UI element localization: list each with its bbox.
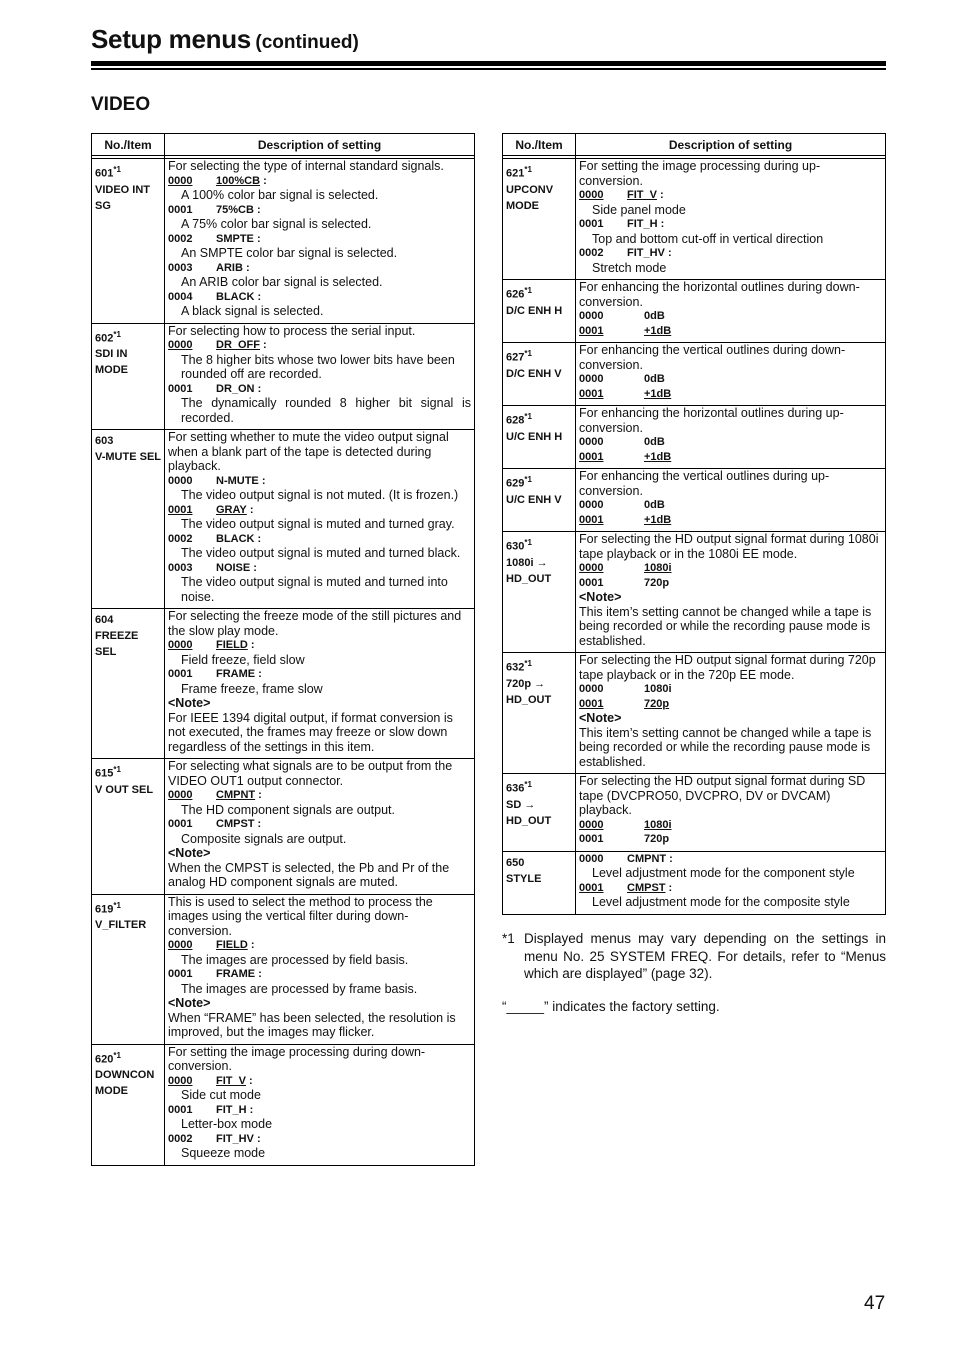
setting-intro: For setting whether to mute the video output signal when a blank part of the tape is detected during playback.: [168, 430, 449, 473]
footnote-text: Displayed menus may vary depending on the settings in menu No. 25 SYSTEM FREQ. For details, refer to “Menus which are displayed” (page 32).: [524, 931, 886, 981]
option-code: 0003: [168, 261, 193, 274]
option-description: The 8 higher bits whose two lower bits have been rounded off are recorded.: [181, 352, 455, 381]
option-line: [579, 818, 882, 833]
option-name: 0dB: [644, 373, 665, 385]
option-name: DR_ON: [216, 382, 255, 395]
item-name-line: MODE: [95, 1085, 128, 1098]
option-description: An ARIB color bar signal is selected.: [181, 275, 383, 289]
option-code: 0001: [579, 833, 604, 845]
option-code: 0000: [579, 189, 604, 201]
option-line: 0002 BLACK :: [168, 532, 262, 545]
option-description: Squeeze mode: [181, 1146, 266, 1160]
setting-intro: For enhancing the vertical outlines during up-conversion.: [579, 469, 830, 498]
setting-intro: For selecting what signals are to be output from the VIDEO OUT1 output connector.: [168, 759, 453, 788]
footnote-ref: *1: [113, 329, 121, 339]
table-row: [503, 532, 886, 653]
table-row: [92, 1044, 475, 1165]
option-name: FIT_V: [627, 189, 657, 201]
description-cell: [165, 430, 475, 609]
option-name: 720p: [644, 576, 670, 589]
column-header-item: No./Item: [92, 134, 165, 156]
option-description: Level adjustment mode for the composite style: [592, 895, 850, 909]
option-code: 0002: [168, 1132, 193, 1145]
option-code: 0000: [579, 499, 604, 511]
option-name: 75%CB: [216, 203, 254, 216]
table-header-row: [92, 134, 475, 156]
column-header-description: Description of setting: [165, 134, 475, 156]
table-row: [92, 430, 475, 609]
description-cell: [576, 774, 886, 852]
item-number: 602$^{*1}$: [95, 329, 121, 345]
column-header-description: Description of setting: [576, 134, 886, 156]
option-name: BLACK: [216, 290, 255, 303]
footnote-ref: *1: [524, 659, 532, 668]
option-code: 0002: [168, 232, 193, 245]
description-cell: [576, 280, 886, 343]
option-name: 100%CB: [216, 174, 261, 187]
option-name: SMPTE: [216, 232, 254, 245]
option-name: 1080i: [644, 818, 672, 831]
table-row: [503, 343, 886, 406]
item-cell: [92, 323, 165, 430]
item-name-line: HD_OUT: [506, 814, 552, 827]
table-row: [92, 609, 475, 759]
footnote-ref: *1: [524, 475, 532, 484]
option-description: Field freeze, field slow: [181, 652, 305, 667]
option-description: The images are processed by field basis.: [181, 952, 409, 967]
option-name: FRAME: [216, 668, 256, 680]
column-header-item: No./Item: [503, 134, 576, 156]
item-number: 627$^{*1}$: [506, 349, 532, 364]
option-name: CMPST: [216, 818, 255, 830]
note-label: <Note>: [579, 711, 622, 725]
option-description: A 75% color bar signal is selected.: [181, 217, 372, 231]
option-code: 0000: [168, 1074, 193, 1087]
item-name-line: V OUT SEL: [95, 783, 154, 796]
option-description: Stretch mode: [592, 260, 667, 275]
option-line: [579, 513, 882, 528]
item-name-line: SD →: [506, 798, 536, 811]
page-subtitle: (continued): [255, 32, 359, 53]
description-cell: [576, 406, 886, 469]
option-code: 0000: [579, 436, 604, 448]
header-rule-thick: [91, 61, 886, 66]
option-description: The video output signal is muted and turned into noise.: [181, 575, 448, 604]
item-cell: [92, 159, 165, 324]
item-number: 636$^{*1}$: [506, 780, 532, 795]
option-line: 0001 DR_ON :: [168, 382, 262, 395]
setting-intro: This is used to select the method to process the images using the vertical filter during down-conversion.: [168, 894, 433, 938]
description-cell: [165, 894, 475, 1044]
option-line: 0004 BLACK :: [168, 290, 262, 303]
table-row: [503, 851, 886, 914]
option-code: 0001: [168, 1103, 193, 1116]
option-name: +1dB: [644, 450, 672, 463]
item-name-line: D/C ENH H: [506, 304, 563, 317]
page-title: Setup menus: [91, 24, 251, 54]
item-name-line: V_FILTER: [95, 919, 147, 932]
option-line: 0000 DR_OFF :: [168, 339, 267, 351]
option-line: 0000 FIELD :: [168, 939, 255, 951]
option-code: 0001: [579, 450, 604, 463]
item-cell: [92, 1044, 165, 1165]
option-name: FRAME: [216, 968, 256, 980]
option-name: FIT_H: [216, 1103, 247, 1116]
option-line: 0000 100%CB :: [168, 174, 267, 187]
option-name: CMPST: [627, 881, 666, 894]
page-number: 47: [864, 1293, 886, 1314]
option-line: 0001 FIT_H :: [579, 218, 665, 230]
option-code: 0001: [168, 382, 193, 395]
footnote-mark: *1: [502, 931, 515, 946]
item-cell: [92, 430, 165, 609]
table-row: [92, 159, 475, 324]
option-code: 0001: [579, 697, 604, 710]
footnote: [502, 930, 886, 983]
item-name-line: SDI IN MODE: [95, 348, 128, 377]
item-number: 628$^{*1}$: [506, 412, 532, 427]
item-name-line: 720p →: [506, 677, 546, 690]
item-name-line: D/C ENH V: [506, 367, 562, 380]
option-line: [579, 309, 882, 324]
item-number: 629$^{*1}$: [506, 475, 532, 490]
item-name-line: HD_OUT: [506, 693, 552, 706]
section-title: VIDEO: [91, 94, 151, 115]
table-row: [503, 469, 886, 532]
footnote-ref: *1: [113, 765, 121, 774]
option-line: 0002 FIT_HV :: [579, 247, 672, 259]
option-name: FIT_HV: [216, 1132, 254, 1145]
footnote-ref: *1: [113, 165, 121, 174]
item-cell: [503, 532, 576, 653]
option-description: The dynamically rounded 8 higher bit signal is recorded.: [181, 396, 471, 425]
option-code: 0000: [168, 789, 193, 801]
option-code: 0001: [579, 387, 604, 400]
setting-intro: For setting the image processing during down-conversion.: [168, 1044, 426, 1073]
item-name-line: U/C ENH H: [506, 430, 563, 443]
footnote-ref: *1: [524, 412, 532, 421]
option-code: 0000: [579, 562, 604, 574]
option-name: +1dB: [644, 387, 672, 400]
option-line: [579, 435, 882, 450]
item-cell: [92, 894, 165, 1044]
description-cell: [165, 159, 475, 324]
option-line: [579, 324, 882, 339]
item-name-line: DOWNCON: [95, 1069, 155, 1082]
option-code: 0000: [168, 639, 193, 651]
option-line: 0000 N-MUTE :: [168, 474, 266, 487]
note-label: <Note>: [168, 696, 211, 710]
setting-intro: For selecting how to process the serial input.: [168, 323, 416, 338]
option-line: [579, 372, 882, 387]
option-line: 0002 FIT_HV :: [168, 1132, 261, 1145]
option-line: [579, 697, 882, 712]
option-description: Composite signals are output.: [181, 831, 347, 846]
factory-setting-note: “_____” indicates the factory setting.: [502, 999, 720, 1014]
option-name: GRAY: [216, 503, 247, 516]
option-code: 0000: [168, 474, 193, 487]
description-cell: [576, 653, 886, 774]
option-line: [579, 682, 882, 697]
option-description: Side panel mode: [592, 202, 686, 217]
option-name: FIT_V: [216, 1074, 246, 1087]
option-code: 0004: [168, 290, 193, 303]
option-code: 0001: [168, 968, 193, 980]
option-name: 0dB: [644, 310, 665, 322]
item-name-line: HD_OUT: [506, 572, 552, 585]
option-description: Frame freeze, frame slow: [181, 681, 323, 696]
item-cell: [503, 343, 576, 406]
option-description: Level adjustment mode for the component style: [592, 866, 855, 880]
item-name-line: STYLE: [506, 872, 542, 885]
item-number: 626$^{*1}$: [506, 286, 532, 301]
item-number: 615$^{*1}$: [95, 765, 121, 780]
page-header: [91, 24, 886, 54]
description-cell: [576, 851, 886, 914]
setting-intro: For enhancing the vertical outlines during down-conversion.: [579, 343, 846, 372]
item-name-line: 1080i →: [506, 556, 548, 569]
table-header-row: [503, 134, 886, 156]
table-row: [92, 894, 475, 1044]
item-cell: [92, 609, 165, 759]
option-name: 1080i: [644, 683, 672, 695]
footnote-ref: *1: [524, 538, 532, 547]
item-name-line: SG: [95, 199, 111, 212]
option-line: 0000 CMPNT :: [168, 789, 262, 801]
option-line: 0002 SMPTE :: [168, 232, 261, 245]
header-rule-thin: [91, 68, 886, 70]
option-description: A black signal is selected.: [181, 304, 324, 318]
description-cell: [576, 159, 886, 280]
note-text: For IEEE 1394 digital output, if format conversion is not executed, the frames may freeze or slow down regardless of the settings in this item.: [168, 710, 453, 754]
option-name: +1dB: [644, 324, 672, 337]
option-line: [579, 387, 882, 402]
item-number: 632$^{*1}$: [506, 659, 532, 674]
option-name: 0dB: [644, 499, 665, 511]
note-text: This item’s setting cannot be changed while a tape is being recorded or while the recording pause mode is established.: [579, 725, 872, 769]
table-row: [503, 653, 886, 774]
option-line: [579, 498, 882, 513]
setting-intro: For selecting the HD output signal format during 720p tape playback or in the 720p EE mode.: [579, 653, 876, 682]
option-description: The video output signal is muted and turned black.: [181, 546, 461, 560]
item-cell: [503, 406, 576, 469]
option-name: +1dB: [644, 513, 672, 526]
option-name: ARIB: [216, 261, 243, 274]
option-name: FIELD: [216, 639, 248, 651]
item-cell: [503, 653, 576, 774]
option-line: 0003 ARIB :: [168, 261, 250, 274]
option-description: The HD component signals are output.: [181, 802, 396, 817]
option-code: 0002: [168, 532, 193, 545]
item-number: 650: [506, 856, 525, 869]
note-text: When “FRAME” has been selected, the resolution is improved, but the images may flicker.: [168, 1010, 456, 1039]
option-description: A 100% color bar signal is selected.: [181, 188, 379, 202]
description-cell: [576, 469, 886, 532]
item-number: 620$^{*1}$: [95, 1050, 121, 1066]
option-line: 0000 CMPNT :: [579, 852, 673, 865]
option-name: 720p: [644, 697, 670, 710]
option-description: The images are processed by frame basis.: [181, 981, 418, 996]
item-cell: [503, 774, 576, 852]
option-line: 0001 FRAME :: [168, 668, 262, 680]
option-description: Letter-box mode: [181, 1117, 273, 1131]
setting-intro: For selecting the freeze mode of the still pictures and the slow play mode.: [168, 609, 462, 638]
item-name-line: V-MUTE SEL: [95, 451, 162, 463]
item-number: 604: [95, 614, 114, 626]
item-cell: [503, 159, 576, 280]
option-line: [579, 561, 882, 576]
option-code: 0002: [579, 247, 604, 259]
item-name-line: VIDEO INT: [95, 183, 151, 196]
description-cell: [165, 609, 475, 759]
option-line: 0001 75%CB :: [168, 203, 261, 216]
option-code: 0001: [579, 513, 604, 526]
option-name: CMPNT: [627, 852, 667, 865]
setting-intro: For setting the image processing during up-conversion.: [579, 159, 821, 188]
item-number: 601$^{*1}$: [95, 165, 121, 180]
option-name: N-MUTE: [216, 474, 259, 487]
option-name: 1080i: [644, 562, 672, 574]
item-cell: [503, 851, 576, 914]
option-line: 0001 CMPST :: [579, 881, 673, 894]
option-line: 0001 GRAY :: [168, 503, 254, 516]
option-line: 0001 CMPST :: [168, 818, 262, 830]
option-code: 0000: [579, 818, 604, 831]
footnote-ref: *1: [113, 1050, 121, 1060]
option-description: The video output signal is muted and turned gray.: [181, 517, 455, 531]
item-name-line: UPCONV: [506, 183, 554, 196]
item-cell: [503, 469, 576, 532]
option-code: 0000: [579, 683, 604, 695]
option-code: 0003: [168, 561, 193, 574]
option-code: 0001: [168, 503, 193, 516]
option-description: The video output signal is not muted. (It is frozen.): [181, 488, 459, 502]
option-line: [579, 576, 882, 591]
option-code: 0001: [579, 881, 604, 894]
option-code: 0001: [579, 576, 604, 589]
item-number: 621$^{*1}$: [506, 165, 532, 180]
option-name: 720p: [644, 833, 670, 845]
item-number: 603: [95, 435, 114, 447]
option-code: 0000: [579, 852, 604, 865]
footnote-ref: *1: [524, 286, 532, 295]
settings-table-left: [91, 133, 475, 1166]
option-name: DR_OFF: [216, 339, 260, 351]
option-code: 0001: [579, 218, 604, 230]
setting-intro: For selecting the HD output signal format during 1080i tape playback or in the 1080i EE mode.: [579, 532, 879, 561]
description-cell: [165, 759, 475, 895]
option-line: 0000 FIT_V :: [579, 189, 664, 201]
table-row: [503, 774, 886, 852]
option-code: 0000: [168, 339, 193, 351]
item-cell: [92, 759, 165, 895]
option-line: 0001 FIT_H :: [168, 1103, 254, 1116]
footnote-ref: *1: [524, 780, 532, 789]
setting-intro: For enhancing the horizontal outlines during down-conversion.: [579, 280, 860, 309]
footnote-ref: *1: [524, 349, 532, 358]
table-row: [503, 406, 886, 469]
option-code: 0001: [168, 668, 193, 680]
option-line: [579, 450, 882, 465]
item-number: 630$^{*1}$: [506, 538, 532, 553]
table-row: [503, 280, 886, 343]
table-row: [92, 759, 475, 895]
option-code: 0000: [579, 310, 604, 322]
option-description: An SMPTE color bar signal is selected.: [181, 246, 398, 260]
note-text: When the CMPST is selected, the Pb and Pr of the analog HD component signals are muted.: [168, 860, 450, 889]
option-name: NOISE: [216, 561, 251, 574]
option-code: 0000: [168, 174, 193, 187]
note-text: This item’s setting cannot be changed while a tape is being recorded or while the recording pause mode is established.: [579, 604, 872, 648]
option-code: 0000: [168, 939, 193, 951]
option-description: Side cut mode: [181, 1088, 261, 1102]
option-name: FIT_H: [627, 218, 658, 230]
option-code: 0001: [579, 324, 604, 337]
option-description: Top and bottom cut-off in vertical direction: [592, 231, 824, 246]
item-number: 619$^{*1}$: [95, 900, 121, 916]
settings-table-right: [502, 133, 886, 915]
table-row: [92, 323, 475, 430]
option-code: 0001: [168, 818, 193, 830]
description-cell: [165, 323, 475, 430]
option-code: 0000: [579, 373, 604, 385]
setting-intro: For enhancing the horizontal outlines during up-conversion.: [579, 406, 844, 435]
option-line: 0001 FRAME :: [168, 968, 262, 980]
note-label: <Note>: [579, 590, 622, 604]
table-row: [503, 159, 886, 280]
option-name: CMPNT: [216, 789, 256, 801]
option-line: 0003 NOISE :: [168, 561, 257, 574]
option-name: FIELD: [216, 939, 248, 951]
option-name: BLACK: [216, 532, 255, 545]
description-cell: [165, 1044, 475, 1165]
option-name: FIT_HV: [627, 247, 665, 259]
option-line: [579, 832, 882, 847]
option-name: 0dB: [644, 436, 665, 448]
item-name-line: FREEZE SEL: [95, 630, 139, 658]
footnote-ref: *1: [113, 900, 121, 910]
option-line: 0000 FIELD :: [168, 639, 255, 651]
item-cell: [503, 280, 576, 343]
footnote-ref: *1: [524, 165, 532, 174]
item-name-line: U/C ENH V: [506, 493, 562, 506]
description-cell: [576, 343, 886, 406]
note-label: <Note>: [168, 996, 211, 1010]
item-name-line: MODE: [506, 199, 539, 212]
setting-intro: For selecting the type of internal standard signals.: [168, 159, 444, 173]
note-label: <Note>: [168, 846, 211, 860]
description-cell: [576, 532, 886, 653]
option-line: 0000 FIT_V :: [168, 1074, 253, 1087]
setting-intro: For selecting the HD output signal format during SD tape (DVCPRO50, DVCPRO, DV or DVCAM) playback.: [579, 774, 866, 817]
option-code: 0001: [168, 203, 193, 216]
